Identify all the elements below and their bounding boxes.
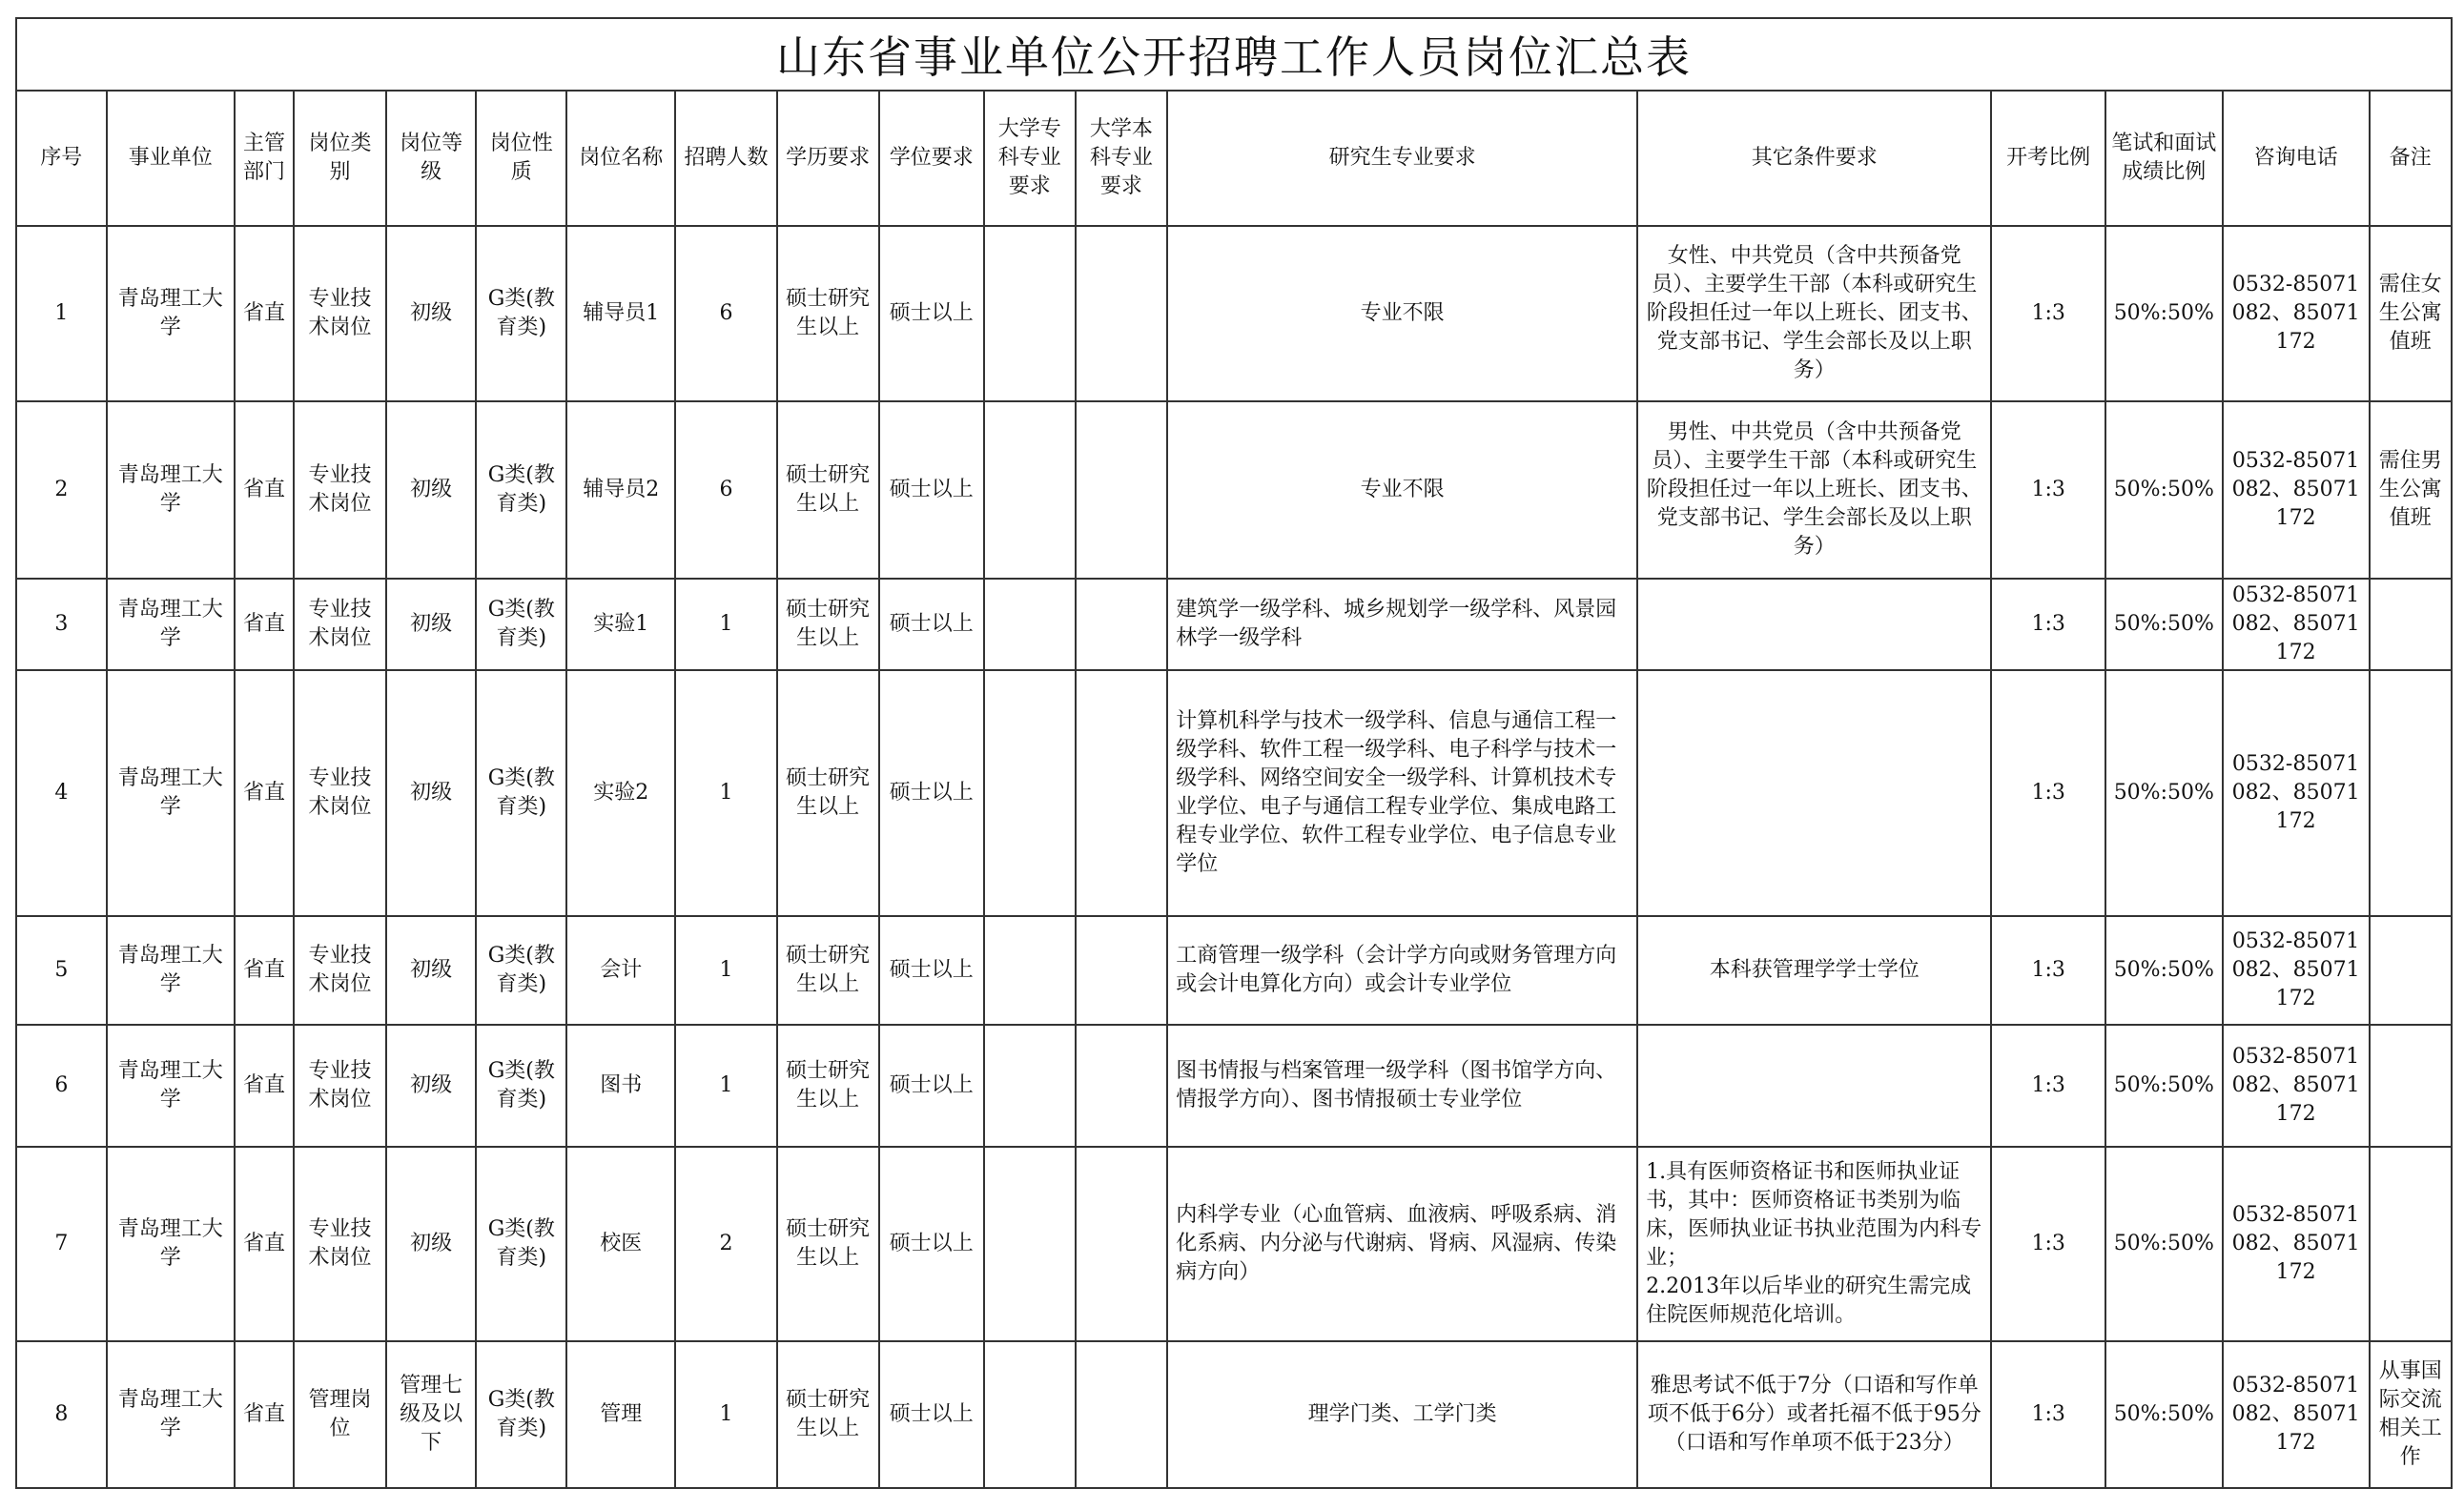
table-row — [16, 226, 2452, 401]
score-ratio-cell: 50%:50% — [2105, 401, 2223, 579]
level-cell: 管理七级及以下 — [386, 1341, 477, 1488]
position-cell: 会计 — [566, 916, 675, 1025]
graduate-major-cell: 图书情报与档案管理一级学科（图书馆学方向、情报学方向）、图书情报硕士专业学位 — [1167, 1025, 1637, 1147]
level-cell: 初级 — [386, 670, 477, 916]
phone-cell: 0532-85071082、85071172 — [2223, 579, 2370, 670]
bachelor-major-cell — [1076, 670, 1168, 916]
serial-cell: 5 — [16, 916, 107, 1025]
education-cell: 硕士研究生以上 — [777, 916, 879, 1025]
note-cell — [2370, 1025, 2452, 1147]
exam-ratio-cell: 1:3 — [1991, 1025, 2105, 1147]
graduate-major-cell: 内科学专业（心血管病、血液病、呼吸系病、消化系病、内分泌与代谢病、肾病、风湿病、传染病方向） — [1167, 1147, 1637, 1341]
education-cell: 硕士研究生以上 — [777, 1341, 879, 1488]
graduate-major-cell: 理学门类、工学门类 — [1167, 1341, 1637, 1488]
unit-cell: 青岛理工大学 — [107, 226, 235, 401]
note-cell: 需住女生公寓值班 — [2370, 226, 2452, 401]
header-cell: 开考比例 — [1991, 91, 2105, 226]
phone-cell: 0532-85071082、85071172 — [2223, 916, 2370, 1025]
note-cell — [2370, 1147, 2452, 1341]
count-cell: 1 — [675, 916, 776, 1025]
college-major-cell — [984, 1341, 1076, 1488]
nature-cell: G类(教育类) — [476, 579, 566, 670]
degree-cell: 硕士以上 — [879, 1341, 984, 1488]
phone-cell: 0532-85071082、85071172 — [2223, 1147, 2370, 1341]
header-cell: 大学本科专业要求 — [1076, 91, 1168, 226]
header-cell: 学位要求 — [879, 91, 984, 226]
note-cell — [2370, 579, 2452, 670]
serial-cell: 4 — [16, 670, 107, 916]
serial-cell: 2 — [16, 401, 107, 579]
header-cell: 序号 — [16, 91, 107, 226]
unit-cell: 青岛理工大学 — [107, 401, 235, 579]
category-cell: 专业技术岗位 — [294, 1025, 386, 1147]
nature-cell: G类(教育类) — [476, 401, 566, 579]
position-cell: 实验2 — [566, 670, 675, 916]
bachelor-major-cell — [1076, 226, 1168, 401]
serial-cell: 6 — [16, 1025, 107, 1147]
level-cell: 初级 — [386, 1147, 477, 1341]
bachelor-major-cell — [1076, 1341, 1168, 1488]
count-cell: 1 — [675, 1025, 776, 1147]
college-major-cell — [984, 1025, 1076, 1147]
level-cell: 初级 — [386, 1025, 477, 1147]
other-conditions-cell: 女性、中共党员（含中共预备党员）、主要学生干部（本科或研究生阶段担任过一年以上班长、团支书、党支部书记、学生会部长及以上职务） — [1637, 226, 1991, 401]
other-conditions-cell — [1637, 579, 1991, 670]
nature-cell: G类(教育类) — [476, 916, 566, 1025]
header-cell: 岗位类别 — [294, 91, 386, 226]
header-cell: 事业单位 — [107, 91, 235, 226]
exam-ratio-cell: 1:3 — [1991, 226, 2105, 401]
category-cell: 专业技术岗位 — [294, 1147, 386, 1341]
other-conditions-cell — [1637, 670, 1991, 916]
nature-cell: G类(教育类) — [476, 1025, 566, 1147]
position-cell: 辅导员2 — [566, 401, 675, 579]
college-major-cell — [984, 1147, 1076, 1341]
table-row — [16, 579, 2452, 670]
category-cell: 专业技术岗位 — [294, 916, 386, 1025]
phone-cell: 0532-85071082、85071172 — [2223, 1025, 2370, 1147]
education-cell: 硕士研究生以上 — [777, 1025, 879, 1147]
level-cell: 初级 — [386, 579, 477, 670]
level-cell: 初级 — [386, 401, 477, 579]
dept-cell: 省直 — [235, 1025, 294, 1147]
table-row — [16, 670, 2452, 916]
note-cell — [2370, 670, 2452, 916]
phone-cell: 0532-85071082、85071172 — [2223, 401, 2370, 579]
nature-cell: G类(教育类) — [476, 1341, 566, 1488]
header-cell: 其它条件要求 — [1637, 91, 1991, 226]
bachelor-major-cell — [1076, 579, 1168, 670]
score-ratio-cell: 50%:50% — [2105, 670, 2223, 916]
position-cell: 图书 — [566, 1025, 675, 1147]
header-cell: 笔试和面试成绩比例 — [2105, 91, 2223, 226]
college-major-cell — [984, 401, 1076, 579]
header-cell: 招聘人数 — [675, 91, 776, 226]
degree-cell: 硕士以上 — [879, 1147, 984, 1341]
unit-cell: 青岛理工大学 — [107, 1147, 235, 1341]
degree-cell: 硕士以上 — [879, 579, 984, 670]
note-cell: 从事国际交流相关工作 — [2370, 1341, 2452, 1488]
education-cell: 硕士研究生以上 — [777, 226, 879, 401]
table-row — [16, 1341, 2452, 1488]
header-cell: 大学专科专业要求 — [984, 91, 1076, 226]
education-cell: 硕士研究生以上 — [777, 1147, 879, 1341]
dept-cell: 省直 — [235, 579, 294, 670]
count-cell: 6 — [675, 226, 776, 401]
degree-cell: 硕士以上 — [879, 1025, 984, 1147]
header-cell: 岗位性质 — [476, 91, 566, 226]
dept-cell: 省直 — [235, 1341, 294, 1488]
page-title: 山东省事业单位公开招聘工作人员岗位汇总表 — [776, 31, 1692, 83]
note-cell — [2370, 916, 2452, 1025]
unit-cell: 青岛理工大学 — [107, 579, 235, 670]
header-cell: 研究生专业要求 — [1167, 91, 1637, 226]
phone-cell: 0532-85071082、85071172 — [2223, 226, 2370, 401]
header-row — [16, 91, 2452, 226]
serial-cell: 1 — [16, 226, 107, 401]
dept-cell: 省直 — [235, 401, 294, 579]
other-conditions-cell: 本科获管理学学士学位 — [1637, 916, 1991, 1025]
other-conditions-cell: 雅思考试不低于7分（口语和写作单项不低于6分）或者托福不低于95分（口语和写作单项不低于23分） — [1637, 1341, 1991, 1488]
degree-cell: 硕士以上 — [879, 226, 984, 401]
phone-cell: 0532-85071082、85071172 — [2223, 670, 2370, 916]
exam-ratio-cell: 1:3 — [1991, 1147, 2105, 1341]
level-cell: 初级 — [386, 916, 477, 1025]
header-cell: 备注 — [2370, 91, 2452, 226]
position-cell: 实验1 — [566, 579, 675, 670]
graduate-major-cell: 工商管理一级学科（会计学方向或财务管理方向或会计电算化方向）或会计专业学位 — [1167, 916, 1637, 1025]
graduate-major-cell: 计算机科学与技术一级学科、信息与通信工程一级学科、软件工程一级学科、电子科学与技术一级学科、网络空间安全一级学科、计算机技术专业学位、电子与通信工程专业学位、集成电路工程专业学位、软件工程专业学位、电子信息专业学位 — [1167, 670, 1637, 916]
score-ratio-cell: 50%:50% — [2105, 579, 2223, 670]
score-ratio-cell: 50%:50% — [2105, 226, 2223, 401]
header-cell: 岗位名称 — [566, 91, 675, 226]
college-major-cell — [984, 916, 1076, 1025]
bachelor-major-cell — [1076, 916, 1168, 1025]
table-row — [16, 1147, 2452, 1341]
exam-ratio-cell: 1:3 — [1991, 1341, 2105, 1488]
other-conditions-cell — [1637, 1025, 1991, 1147]
count-cell: 6 — [675, 401, 776, 579]
graduate-major-cell: 建筑学一级学科、城乡规划学一级学科、风景园林学一级学科 — [1167, 579, 1637, 670]
title-row — [15, 17, 2453, 90]
header-cell: 岗位等级 — [386, 91, 477, 226]
college-major-cell — [984, 226, 1076, 401]
exam-ratio-cell: 1:3 — [1991, 916, 2105, 1025]
level-cell: 初级 — [386, 226, 477, 401]
exam-ratio-cell: 1:3 — [1991, 401, 2105, 579]
condition-line: 2.2013年以后毕业的研究生需完成住院医师规范化培训。 — [1646, 1275, 1972, 1327]
table-row — [16, 916, 2452, 1025]
nature-cell: G类(教育类) — [476, 1147, 566, 1341]
score-ratio-cell: 50%:50% — [2105, 1341, 2223, 1488]
count-cell: 1 — [675, 670, 776, 916]
score-ratio-cell: 50%:50% — [2105, 1025, 2223, 1147]
category-cell: 管理岗位 — [294, 1341, 386, 1488]
serial-cell: 3 — [16, 579, 107, 670]
table-body — [16, 226, 2452, 1488]
bachelor-major-cell — [1076, 1147, 1168, 1341]
degree-cell: 硕士以上 — [879, 670, 984, 916]
dept-cell: 省直 — [235, 916, 294, 1025]
note-cell: 需住男生公寓值班 — [2370, 401, 2452, 579]
count-cell: 2 — [675, 1147, 776, 1341]
recruitment-table — [15, 90, 2453, 1489]
unit-cell: 青岛理工大学 — [107, 1025, 235, 1147]
position-cell: 管理 — [566, 1341, 675, 1488]
nature-cell: G类(教育类) — [476, 226, 566, 401]
bachelor-major-cell — [1076, 401, 1168, 579]
college-major-cell — [984, 670, 1076, 916]
education-cell: 硕士研究生以上 — [777, 401, 879, 579]
category-cell: 专业技术岗位 — [294, 401, 386, 579]
exam-ratio-cell: 1:3 — [1991, 579, 2105, 670]
phone-cell: 0532-85071082、85071172 — [2223, 1341, 2370, 1488]
exam-ratio-cell: 1:3 — [1991, 670, 2105, 916]
header-cell: 学历要求 — [777, 91, 879, 226]
degree-cell: 硕士以上 — [879, 401, 984, 579]
score-ratio-cell: 50%:50% — [2105, 916, 2223, 1025]
other-conditions-cell — [1637, 1147, 1991, 1341]
dept-cell: 省直 — [235, 1147, 294, 1341]
unit-cell: 青岛理工大学 — [107, 1341, 235, 1488]
bachelor-major-cell — [1076, 1025, 1168, 1147]
dept-cell: 省直 — [235, 670, 294, 916]
table-row — [16, 1025, 2452, 1147]
education-cell: 硕士研究生以上 — [777, 670, 879, 916]
category-cell: 专业技术岗位 — [294, 226, 386, 401]
degree-cell: 硕士以上 — [879, 916, 984, 1025]
table-row — [16, 401, 2452, 579]
category-cell: 专业技术岗位 — [294, 670, 386, 916]
serial-cell: 7 — [16, 1147, 107, 1341]
position-cell: 校医 — [566, 1147, 675, 1341]
score-ratio-cell: 50%:50% — [2105, 1147, 2223, 1341]
college-major-cell — [984, 579, 1076, 670]
position-cell: 辅导员1 — [566, 226, 675, 401]
nature-cell: G类(教育类) — [476, 670, 566, 916]
category-cell: 专业技术岗位 — [294, 579, 386, 670]
spreadsheet — [15, 17, 2453, 1489]
unit-cell: 青岛理工大学 — [107, 916, 235, 1025]
count-cell: 1 — [675, 1341, 776, 1488]
education-cell: 硕士研究生以上 — [777, 579, 879, 670]
unit-cell: 青岛理工大学 — [107, 670, 235, 916]
header-cell: 咨询电话 — [2223, 91, 2370, 226]
serial-cell: 8 — [16, 1341, 107, 1488]
graduate-major-cell: 专业不限 — [1167, 226, 1637, 401]
other-conditions-cell: 男性、中共党员（含中共预备党员）、主要学生干部（本科或研究生阶段担任过一年以上班长、团支书、党支部书记、学生会部长及以上职务） — [1637, 401, 1991, 579]
graduate-major-cell: 专业不限 — [1167, 401, 1637, 579]
condition-line: 1.具有医师资格证书和医师执业证书，其中：医师资格证书类别为临床，医师执业证书执业范围为内科专业； — [1646, 1160, 1982, 1270]
count-cell: 1 — [675, 579, 776, 670]
dept-cell: 省直 — [235, 226, 294, 401]
header-cell: 主管部门 — [235, 91, 294, 226]
